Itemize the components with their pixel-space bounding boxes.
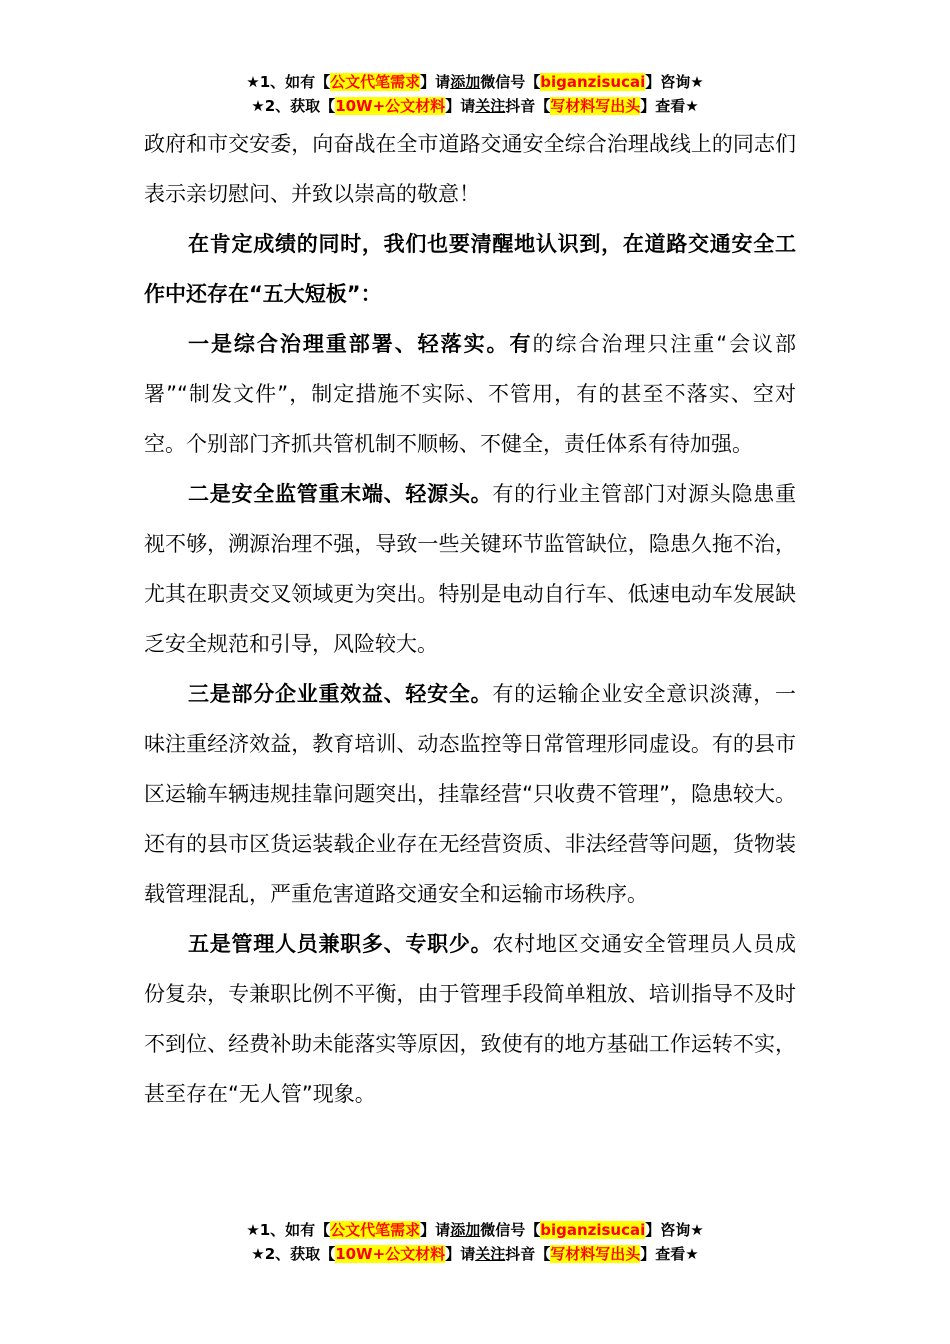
paragraph-point-2	[144, 469, 796, 669]
point-heading: 一是综合治理重部署、轻落实。有	[188, 332, 533, 356]
paragraph-continuation: 政府和市交安委，向奋战在全市道路交通安全综合治理战线上的同志们表示亲切慰问、并致以崇高的敬意！	[144, 132, 796, 206]
point-heading: 五是管理人员兼职多、专职少。	[188, 932, 493, 956]
banner-highlight: biganzisucai	[540, 1221, 646, 1239]
banner-highlight: 公文代笔需求	[330, 73, 421, 91]
banner-line-1: ★1、如有【公文代笔需求】请添加微信号【biganzisucai】咨询★	[246, 73, 704, 91]
banner-line-1: ★1、如有【公文代笔需求】请添加微信号【biganzisucai】咨询★	[246, 1221, 704, 1239]
paragraph-point-1	[144, 319, 796, 469]
document-body	[144, 119, 796, 1119]
banner-highlight: 写材料写出头	[550, 1245, 641, 1263]
banner-line-2: ★2、获取【10W+公文材料】请关注抖音【写材料写出头】查看★	[251, 1245, 699, 1263]
point-heading: 三是部分企业重效益、轻安全。	[188, 682, 493, 706]
header-banner	[0, 70, 950, 118]
point-text: 农村地区交通安全管理员人员成份复杂，专兼职比例不平衡，由于管理手段简单粗放、培训指导不及时不到位、经费补助未能落实等原因，致使有的地方基础工作运转不实，甚至存在“无人管”现象。	[144, 932, 797, 1106]
paragraph-point-3	[144, 669, 796, 919]
banner-highlight: 公文代笔需求	[330, 1221, 421, 1239]
banner-line-2: ★2、获取【10W+公文材料】请关注抖音【写材料写出头】查看★	[251, 97, 699, 115]
banner-highlight: 10W+公文材料	[335, 97, 446, 115]
banner-highlight: 写材料写出头	[550, 97, 641, 115]
paragraph-point-5	[144, 919, 796, 1119]
point-text: 有的运输企业安全意识淡薄，一味注重经济效益，教育培训、动态监控等日常管理形同虚设。有的县市区运输车辆违规挂靠问题突出，挂靠经营“只收费不管理”，隐患较大。还有的县市区货运装载企业存在无经营资质、非法经营等问题，货物装载管理混乱，严重危害道路交通安全和运输市场秩序。	[144, 682, 797, 906]
point-heading: 二是安全监管重末端、轻源头。	[188, 482, 493, 506]
footer-banner	[0, 1218, 950, 1266]
paragraph-intro: 在肯定成绩的同时，我们也要清醒地认识到，在道路交通安全工作中还存在“五大短板”：	[144, 232, 796, 306]
banner-highlight: 10W+公文材料	[335, 1245, 446, 1263]
point-text: 有的行业主管部门对源头隐患重视不够，溯源治理不强，导致一些关键环节监管缺位，隐患久拖不治，尤其在职责交叉领域更为突出。特别是电动自行车、低速电动车发展缺乏安全规范和引导，风险较大。	[144, 482, 797, 656]
banner-highlight: biganzisucai	[540, 73, 646, 91]
point-text: 的综合治理只注重“会议部署”“制发文件”，制定措施不实际、不管用，有的甚至不落实、空对空。个别部门齐抓共管机制不顺畅、不健全，责任体系有待加强。	[144, 332, 797, 456]
